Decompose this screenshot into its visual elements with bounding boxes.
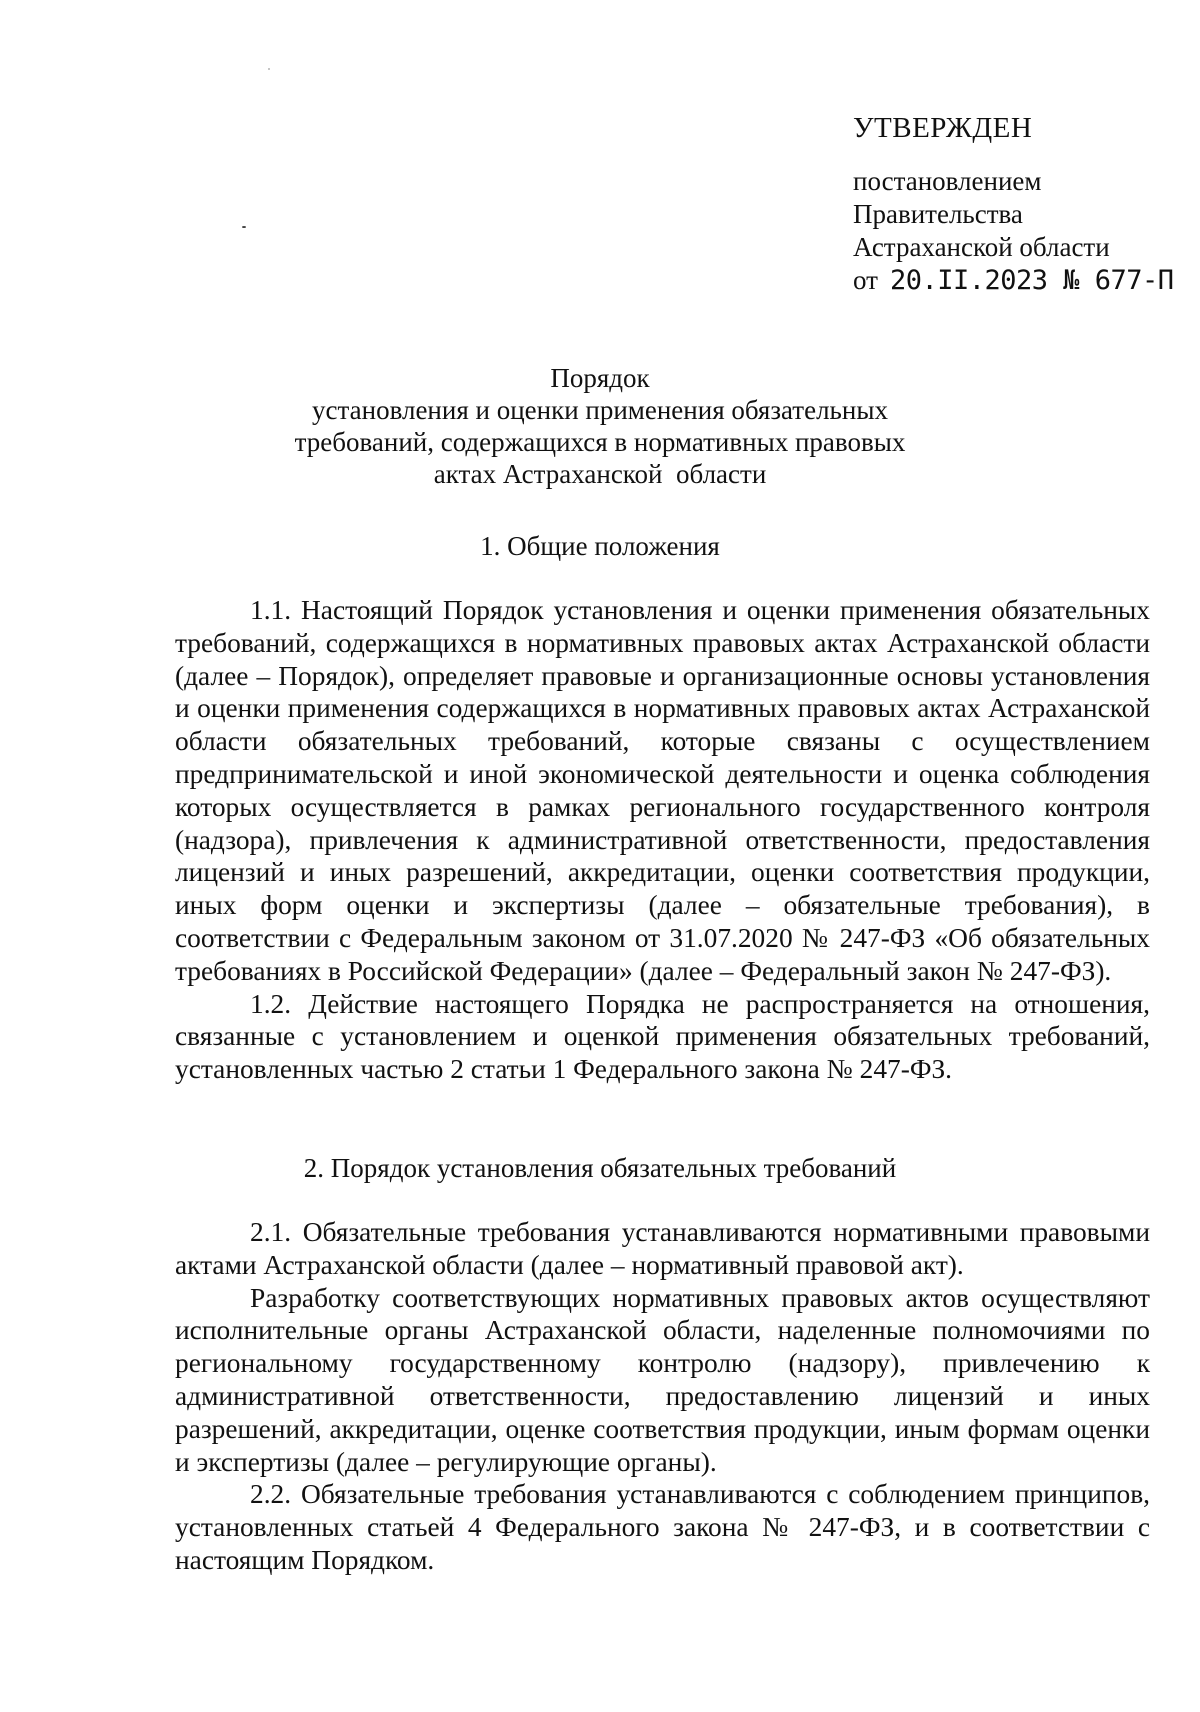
approval-line: постановлением xyxy=(853,166,1042,196)
section-heading-2: 2. Порядок установления обязательных требований xyxy=(303,1153,897,1183)
title-line: установления и оценки применения обязательных xyxy=(312,395,888,425)
paragraph: 2.2. Обязательные требования устанавливаются с соблюдением принципов, установленных статьей 4 Федерального закона № 247-ФЗ, и в соответствии с настоящим Порядком. xyxy=(175,1479,1150,1575)
document-title xyxy=(180,362,1020,490)
title-line: актах Астраханской области xyxy=(433,459,767,489)
paragraph: Разработку соответствующих нормативных правовых актов осуществляют исполнительные органы Астраханской области, наделенные полномочиями по региональному государственному контролю (надзору), привлечению к административной ответственности, предоставлению лицензий и иных разрешений, аккредитации, оценке соответствия продукции, иным формам оценки и экспертизы (далее – регулирующие органы). xyxy=(175,1282,1150,1477)
section-heading-1: 1. Общие положения xyxy=(480,531,720,561)
approval-date-row xyxy=(853,264,1193,297)
date-prefix: от xyxy=(853,265,878,295)
approval-line: Астраханской области xyxy=(853,232,1110,262)
title-line: Порядок xyxy=(550,363,650,393)
section-1-body xyxy=(175,594,1150,1086)
approval-block xyxy=(853,112,1193,297)
date-stamp: 20.II.2023 № 677-П xyxy=(889,265,1174,296)
paragraph: 2.1. Обязательные требования устанавливаются нормативными правовыми актами Астраханской области (далее – нормативный правовой акт). xyxy=(175,1217,1150,1280)
approval-line: Правительства xyxy=(853,199,1023,229)
scan-speck xyxy=(268,68,270,70)
paragraph: 1.2. Действие настоящего Порядка не распространяется на отношения, связанные с установлением и оценкой применения обязательных требований, установленных частью 2 статьи 1 Федерального закона № 247-ФЗ. xyxy=(175,988,1150,1085)
title-line: требований, содержащихся в нормативных правовых xyxy=(294,427,906,457)
paragraph: 1.1. Настоящий Порядок установления и оценки применения обязательных требований, содержащихся в нормативных правовых актах Астраханской области (далее – Порядок), определяет правовые и организационные основы установления и оценки применения содержащихся в нормативных правовых актах Астраханской области обязательных требований, которые связаны с осуществлением предпринимательской и иной экономической деятельности и оценка соблюдения которых осуществляется в рамках регионального государственного контроля (надзора), привлечения к административной ответственности, предоставления лицензий и иных разрешений, аккредитации, оценки соответствия продукции, иных форм оценки и экспертизы (далее – обязательные требования), в соответствии с Федеральным законом от 31.07.2020 № 247-ФЗ «Об обязательных требованиях в Российской Федерации» (далее – Федеральный закон № 247-ФЗ). xyxy=(175,595,1150,986)
section-2-body xyxy=(175,1216,1150,1577)
scan-speck xyxy=(242,226,246,228)
approved-label: УТВЕРЖДЕН xyxy=(853,112,1033,144)
